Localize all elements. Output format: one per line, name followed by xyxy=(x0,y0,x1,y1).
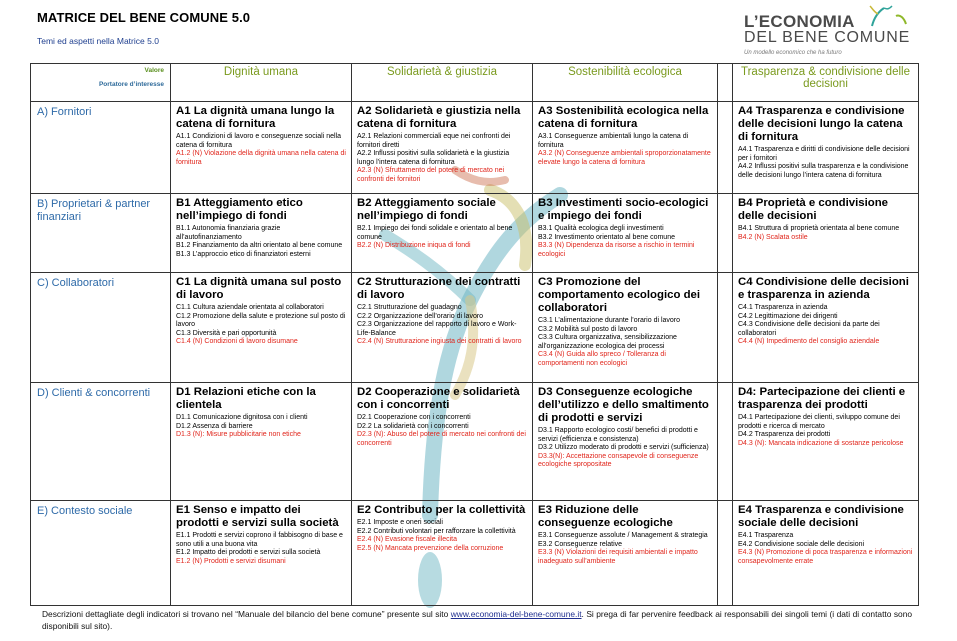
cell-title: D4: Partecipazione dei clienti e trasparenza dei prodotti xyxy=(738,386,906,411)
criterion-item: E2.1 Imposte e oneri sociali xyxy=(357,519,443,526)
criterion-item: A2.1 Relazioni commerciali eque nei confronti dei fornitori diretti xyxy=(357,133,511,149)
criterion-item: E4.2 Condivisione sociale delle decisioni xyxy=(738,540,865,548)
criterion-item: B1.1 Autonomia finanziaria grazie all’autofinanziamento xyxy=(176,225,281,241)
column-header-human-dignity: Dignità umana xyxy=(171,64,352,102)
negative-criterion: C3.4 (N) Guida allo spreco / Tolleranza di comportamenti non ecologici xyxy=(538,351,666,367)
matrix-body xyxy=(31,102,919,606)
logo-tree-icon xyxy=(844,4,914,34)
column-header-solidarity: Solidarietà & giustizia xyxy=(352,64,533,102)
negative-criterion: A3.2 (N) Conseguenze ambientali sproporzionatamente elevate lungo la catena di fornitura xyxy=(538,150,711,166)
matrix-cell xyxy=(352,273,533,383)
matrix-cell xyxy=(171,383,352,501)
criterion-item: D1.1 Comunicazione dignitosa con i clienti xyxy=(176,414,308,421)
criterion-item: C2.1 Strutturazione del guadagno xyxy=(357,304,462,311)
column-gap xyxy=(718,501,733,606)
criterion-item: C3.2 Mobilità sul posto di lavoro xyxy=(538,325,638,333)
matrix-cell xyxy=(171,501,352,606)
cell-title: C2 Strutturazione dei contratti di lavoro xyxy=(357,276,521,301)
row-header: C) Collaboratori xyxy=(31,273,171,383)
negative-criterion: B3.3 (N) Dipendenza da risorse a rischio in termini ecologici xyxy=(538,242,695,258)
cell-title: D1 Relazioni etiche con la clientela xyxy=(176,386,316,411)
negative-criterion: E3.3 (N) Violazioni dei requisiti ambientali e impatto inadeguato sull’ambiente xyxy=(538,549,698,565)
criterion-item: E1.1 Prodotti e servizi coprono il fabbisogno di base e sono utili a una buona vita xyxy=(176,532,343,548)
footer-text-before: Descrizioni dettagliate degli indicatori si trovano nel “Manuale del bilancio del bene comune” presente sul sito xyxy=(42,609,449,619)
criterion-item: D2.1 Cooperazione con i concorrenti xyxy=(357,414,471,421)
negative-criterion: E2.4 (N) Evasione fiscale illecita xyxy=(357,536,457,544)
criterion-item: A4.1 Trasparenza e diritti di condivisione delle decisioni per i fornitori xyxy=(738,146,910,162)
negative-criterion: D1.3 (N): Misure pubblicitarie non etiche xyxy=(176,431,301,439)
common-good-matrix xyxy=(30,63,919,606)
column-gap xyxy=(718,273,733,383)
column-gap xyxy=(718,383,733,501)
negative-criterion: A1.2 (N) Violazione della dignità umana nella catena di fornitura xyxy=(176,150,346,166)
footer-website-link[interactable]: www.economia-del-bene-comune.it xyxy=(450,609,582,619)
cell-title: E2 Contributo per la collettività xyxy=(357,504,526,516)
column-header-sustainability: Sostenibilità ecologica xyxy=(533,64,718,102)
matrix-cell xyxy=(533,501,718,606)
criterion-item: E4.1 Trasparenza xyxy=(738,532,794,539)
corner-stakeholder-label: Portatore d’interesse xyxy=(98,81,164,88)
corner-value-label: Valore xyxy=(144,67,164,74)
cell-title: B3 Investimenti socio-ecologici e impiego dei fondi xyxy=(538,197,709,222)
subtitle-matrix-link[interactable]: Matrice 5.0 xyxy=(116,36,159,46)
criterion-item: E1.2 Impatto dei prodotti e servizi sulla società xyxy=(176,549,321,557)
matrix-cell xyxy=(171,102,352,194)
criterion-item: E3.2 Conseguenze relative xyxy=(538,540,623,548)
criterion-item: B1.2 Finanziamento da altri orientato al bene comune xyxy=(176,242,343,250)
cell-title: B4 Proprietà e condivisione delle decisioni xyxy=(738,197,889,222)
negative-criterion: E4.3 (N) Promozione di poca trasparenza e informazioni consapevolmente errate xyxy=(738,549,913,565)
criterion-item: C3.1 L’alimentazione durante l’orario di lavoro xyxy=(538,317,681,324)
matrix-cell xyxy=(171,194,352,273)
criterion-item: B1.3 L’approccio etico di finanziatori esterni xyxy=(176,250,311,258)
criterion-item: D3.2 Utilizzo moderato di prodotti e servizi (sufficienza) xyxy=(538,444,709,452)
criterion-item: C1.1 Cultura aziendale orientata al collaboratori xyxy=(176,304,324,311)
criterion-item: C4.1 Trasparenza in azienda xyxy=(738,304,828,311)
criterion-item: D4.2 Trasparenza dei prodotti xyxy=(738,431,831,439)
matrix-row xyxy=(31,273,919,383)
negative-criterion: A2.3 (N) Sfruttamento del potere di mercato nei confronti dei fornitori xyxy=(357,167,505,183)
cell-title: C4 Condivisione delle decisioni e trasparenza in azienda xyxy=(738,276,909,301)
matrix-cell xyxy=(533,383,718,501)
column-header-transparency: Trasparenza & condivisione delle decisioni xyxy=(733,64,919,102)
footer-note xyxy=(42,609,912,632)
matrix-cell xyxy=(171,273,352,383)
matrix-row xyxy=(31,501,919,606)
criterion-item: C2.2 Organizzazione dell’orario di lavoro xyxy=(357,312,484,320)
matrix-cell xyxy=(352,194,533,273)
criterion-item: B2.1 Impiego dei fondi solidale e orientato al bene comune xyxy=(357,225,513,241)
negative-criterion: C4.4 (N) Impedimento del consiglio aziendale xyxy=(738,338,880,346)
criterion-item: D1.2 Assenza di barriere xyxy=(176,422,253,430)
cell-title: A2 Solidarietà e giustizia nella catena di fornitura xyxy=(357,105,521,130)
matrix-row xyxy=(31,194,919,273)
criterion-item: B3.1 Qualità ecologica degli investimenti xyxy=(538,225,664,232)
criterion-item: A2.2 Influssi positivi sulla solidarietà e la giustizia lungo l’intera catena di fornitura xyxy=(357,150,510,166)
logo-line2: DEL BENE COMUNE xyxy=(744,29,911,46)
negative-criterion: E2.5 (N) Mancata prevenzione della corruzione xyxy=(357,544,504,552)
logo-tagline: Un modello economico che ha futuro xyxy=(744,50,842,56)
matrix-cell xyxy=(533,194,718,273)
criterion-item: E3.1 Conseguenze assolute / Management & strategia xyxy=(538,532,708,539)
logo xyxy=(744,4,914,60)
cell-title: D2 Cooperazione e solidarietà con i concorrenti xyxy=(357,386,520,411)
criterion-item: C2.3 Organizzazione del rapporto di lavoro e Work-Life-Balance xyxy=(357,321,517,337)
criterion-item: C3.3 Cultura organizzativa, sensibilizzazione all’organizzazione ecologica dei processi xyxy=(538,334,677,350)
matrix-cell xyxy=(733,102,919,194)
cell-title: C3 Promozione del comportamento ecologico dei collaboratori xyxy=(538,276,701,314)
cell-title: A4 Trasparenza e condivisione delle decisioni lungo la catena di fornitura xyxy=(738,105,905,143)
subtitle-prefix: Temi ed aspetti nella xyxy=(37,36,115,46)
column-gap xyxy=(718,64,733,102)
row-header: A) Fornitori xyxy=(31,102,171,194)
matrix-cell xyxy=(533,273,718,383)
cell-title: E4 Trasparenza e condivisione sociale delle decisioni xyxy=(738,504,904,529)
negative-criterion: C1.4 (N) Condizioni di lavoro disumane xyxy=(176,338,298,346)
negative-criterion: C2.4 (N) Strutturazione ingiusta dei contratti di lavoro xyxy=(357,338,522,346)
row-header: B) Proprietari & partner finanziari xyxy=(31,194,171,273)
negative-criterion: D3.3(N): Accettazione consapevole di conseguenze ecologiche spropositate xyxy=(538,452,699,469)
page-title: MATRICE DEL BENE COMUNE 5.0 xyxy=(37,10,251,25)
criterion-item: A4.2 Influssi positivi sulla trasparenza e la condivisione delle decisioni lungo l’intera catena di fornitura xyxy=(738,163,909,179)
negative-criterion: D4.3 (N): Mancata indicazione di sostanze pericolose xyxy=(738,439,904,447)
column-gap xyxy=(718,194,733,273)
row-header: D) Clienti & concorrenti xyxy=(31,383,171,501)
cell-title: D3 Conseguenze ecologiche dell’utilizzo e dello smaltimento di prodotti e servizi xyxy=(538,386,709,424)
footer-text-after: . Si prega di far pervenire feedback ai responsabili dei singoli temi (i dati di contatto sono disponibili sul sito). xyxy=(42,609,913,631)
negative-criterion: B2.2 (N) Distribuzione iniqua di fondi xyxy=(357,242,471,250)
logo-line1: L’ECONOMIA xyxy=(744,12,855,31)
cell-title: E3 Riduzione delle conseguenze ecologiche xyxy=(538,504,673,529)
criterion-item: D3.1 Rapporto ecologico costi/ benefici di prodotti e servizi (efficienza e consistenza) xyxy=(538,427,698,443)
page-subtitle xyxy=(37,36,159,46)
matrix-corner-cell xyxy=(31,64,171,102)
negative-criterion: D2.3 (N): Abuso del potere di mercato nei confronti dei concorrenti xyxy=(357,431,526,447)
criterion-item: C4.2 Legittimazione dei dirigenti xyxy=(738,312,838,320)
column-gap xyxy=(718,102,733,194)
cell-title: B2 Atteggiamento sociale nell’impiego di fondi xyxy=(357,197,496,222)
negative-criterion: B4.2 (N) Scalata ostile xyxy=(738,233,808,241)
criterion-item: C4.3 Condivisione delle decisioni da parte dei collaboratori xyxy=(738,321,880,337)
matrix-cell xyxy=(733,273,919,383)
cell-title: B1 Atteggiamento etico nell’impiego di fondi xyxy=(176,197,303,222)
criterion-item: C1.3 Diversità e pari opportunità xyxy=(176,329,277,337)
cell-title: E1 Senso e impatto dei prodotti e servizi sulla società xyxy=(176,504,339,529)
matrix-cell xyxy=(352,501,533,606)
matrix-row xyxy=(31,102,919,194)
cell-title: C1 La dignità umana sul posto di lavoro xyxy=(176,276,342,301)
matrix-cell xyxy=(733,383,919,501)
criterion-item: A3.1 Conseguenze ambientali lungo la catena di fornitura xyxy=(538,133,689,149)
matrix-cell xyxy=(352,383,533,501)
matrix-cell xyxy=(733,194,919,273)
cell-title: A3 Sostenibilità ecologica nella catena di fornitura xyxy=(538,105,709,130)
matrix-header-row xyxy=(31,64,919,102)
criterion-item: B3.2 Investimento orientato al bene comune xyxy=(538,233,675,241)
criterion-item: B4.1 Struttura di proprietà orientata al bene comune xyxy=(738,225,900,232)
matrix-cell xyxy=(533,102,718,194)
criterion-item: D2.2 La solidarietà con i concorrenti xyxy=(357,422,469,430)
criterion-item: D4.1 Partecipazione dei clienti, sviluppo comune dei prodotti e ricerca di mercato xyxy=(738,414,900,430)
matrix-cell xyxy=(733,501,919,606)
negative-criterion: E1.2 (N) Prodotti e servizi disumani xyxy=(176,557,286,565)
matrix-cell xyxy=(352,102,533,194)
matrix-row xyxy=(31,383,919,501)
criterion-item: C1.2 Promozione della salute e protezione sul posto di lavoro xyxy=(176,312,346,329)
cell-title: A1 La dignità umana lungo la catena di fornitura xyxy=(176,105,335,130)
criterion-item: E2.2 Contributi volontari per rafforzare la collettività xyxy=(357,527,516,535)
row-header: E) Contesto sociale xyxy=(31,501,171,606)
criterion-item: A1.1 Condizioni di lavoro e conseguenze sociali nella catena di fornitura xyxy=(176,133,341,149)
